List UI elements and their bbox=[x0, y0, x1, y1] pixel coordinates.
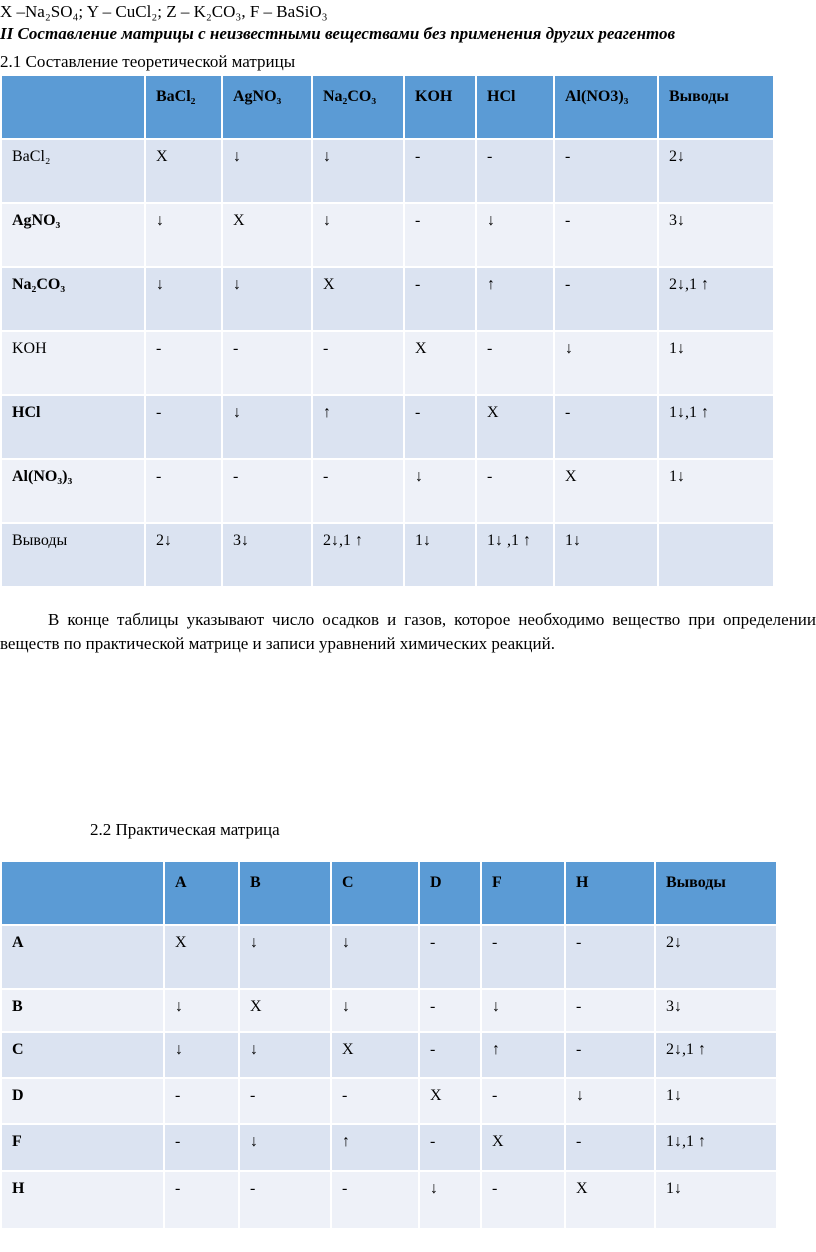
matrix-cell: ↑ bbox=[313, 396, 403, 458]
matrix-cell: ↓ bbox=[223, 396, 311, 458]
matrix-cell: - bbox=[405, 204, 475, 266]
matrix-cell: X bbox=[405, 332, 475, 394]
row-header-cell: H bbox=[2, 1172, 163, 1228]
matrix-cell: ↓ bbox=[420, 1172, 480, 1228]
column-header: Al(NO3)₃ bbox=[555, 76, 657, 138]
table-row bbox=[2, 396, 773, 458]
matrix-cell: X bbox=[332, 1033, 418, 1077]
row-header-cell: Выводы bbox=[2, 524, 144, 586]
matrix-cell: ↓ bbox=[240, 1033, 330, 1077]
matrix-cell: ↓ bbox=[223, 140, 311, 202]
matrix-cell: X bbox=[566, 1172, 654, 1228]
matrix-cell: - bbox=[420, 926, 480, 988]
matrix-cell: - bbox=[313, 460, 403, 522]
matrix-cell: ↑ bbox=[332, 1125, 418, 1169]
matrix-cell: 1↓,1 ↑ bbox=[656, 1125, 776, 1169]
column-header: KOH bbox=[405, 76, 475, 138]
matrix-cell: - bbox=[313, 332, 403, 394]
matrix-cell: - bbox=[477, 332, 553, 394]
row-header-cell: KOH bbox=[2, 332, 144, 394]
table-row bbox=[2, 524, 773, 586]
theoretical-matrix-header bbox=[2, 76, 773, 138]
matrix-cell: ↓ bbox=[477, 204, 553, 266]
matrix-cell: ↓ bbox=[223, 268, 311, 330]
matrix-cell: ↑ bbox=[482, 1033, 564, 1077]
matrix-cell: X bbox=[223, 204, 311, 266]
matrix-cell: 2↓,1 ↑ bbox=[659, 268, 773, 330]
subsection-title: 2.1 Составление теоретической матрицы bbox=[0, 52, 296, 71]
matrix-cell: ↓ bbox=[313, 204, 403, 266]
column-header bbox=[2, 76, 144, 138]
table-row bbox=[2, 990, 776, 1030]
matrix-cell: ↓ bbox=[566, 1079, 654, 1123]
matrix-cell: - bbox=[555, 204, 657, 266]
matrix-cell: - bbox=[555, 268, 657, 330]
table-row bbox=[2, 204, 773, 266]
row-header-cell: C bbox=[2, 1033, 163, 1077]
row-header-cell: Na₂CO₃ bbox=[2, 268, 144, 330]
matrix-cell: ↓ bbox=[240, 926, 330, 988]
row-header-cell: BaCl₂ bbox=[2, 140, 144, 202]
matrix-cell: ↓ bbox=[405, 460, 475, 522]
matrix-cell: ↓ bbox=[313, 140, 403, 202]
matrix-cell: ↓ bbox=[165, 1033, 238, 1077]
table-row bbox=[2, 1172, 776, 1228]
matrix-cell: 1↓ bbox=[659, 460, 773, 522]
matrix-cell: 1↓ bbox=[405, 524, 475, 586]
matrix-cell: - bbox=[165, 1079, 238, 1123]
matrix-cell: ↓ bbox=[165, 990, 238, 1030]
table-row bbox=[2, 1033, 776, 1077]
theoretical-matrix-body bbox=[2, 140, 773, 586]
row-header-cell: A bbox=[2, 926, 163, 988]
matrix-cell: X bbox=[420, 1079, 480, 1123]
matrix-cell: - bbox=[566, 990, 654, 1030]
matrix-cell: 2↓ bbox=[656, 926, 776, 988]
column-header: Выводы bbox=[656, 862, 776, 924]
matrix-cell: ↓ bbox=[332, 926, 418, 988]
matrix-cell: 1↓ bbox=[656, 1079, 776, 1123]
matrix-cell: X bbox=[482, 1125, 564, 1169]
matrix-cell: - bbox=[240, 1172, 330, 1228]
table-row bbox=[2, 332, 773, 394]
matrix-cell: - bbox=[146, 460, 221, 522]
matrix-cell: - bbox=[405, 396, 475, 458]
matrix-cell: - bbox=[165, 1125, 238, 1169]
matrix-cell: - bbox=[555, 396, 657, 458]
practical-matrix-header bbox=[2, 862, 776, 924]
matrix-cell: - bbox=[555, 140, 657, 202]
table-row bbox=[2, 926, 776, 988]
column-header: Выводы bbox=[659, 76, 773, 138]
explanation-paragraph: В конце таблицы указывают число осадков и газов, которое необходимо вещество при определении веществ по практической матрице и записи уравнений химических реакций. bbox=[0, 610, 816, 653]
column-header: C bbox=[332, 862, 418, 924]
matrix-cell: X bbox=[146, 140, 221, 202]
table-row bbox=[2, 1079, 776, 1123]
matrix-cell: ↓ bbox=[482, 990, 564, 1030]
column-header: F bbox=[482, 862, 564, 924]
matrix-cell: X bbox=[477, 396, 553, 458]
matrix-cell: 1↓ ,1 ↑ bbox=[477, 524, 553, 586]
matrix-cell: 1↓ bbox=[656, 1172, 776, 1228]
matrix-cell: 3↓ bbox=[659, 204, 773, 266]
matrix-cell: - bbox=[165, 1172, 238, 1228]
matrix-cell: X bbox=[240, 990, 330, 1030]
matrix-cell: 2↓,1 ↑ bbox=[656, 1033, 776, 1077]
matrix-cell: ↓ bbox=[146, 204, 221, 266]
matrix-cell: - bbox=[566, 1125, 654, 1169]
matrix-cell: 2↓,1 ↑ bbox=[313, 524, 403, 586]
matrix-cell: ↓ bbox=[332, 990, 418, 1030]
matrix-cell: - bbox=[146, 396, 221, 458]
matrix-cell: ↓ bbox=[146, 268, 221, 330]
column-header: BaCl₂ bbox=[146, 76, 221, 138]
theoretical-matrix-table bbox=[0, 74, 775, 588]
matrix-cell: - bbox=[332, 1079, 418, 1123]
matrix-cell: - bbox=[405, 140, 475, 202]
practical-matrix-caption: 2.2 Практическая матрица bbox=[90, 820, 280, 839]
reagent-legend-line: X –Na₂SO₄; Y – CuCl₂; Z – K₂CO₃, F – BaSiO₃ bbox=[0, 2, 328, 21]
matrix-cell: - bbox=[482, 1172, 564, 1228]
matrix-cell: - bbox=[240, 1079, 330, 1123]
column-header: HCl bbox=[477, 76, 553, 138]
matrix-cell: X bbox=[555, 460, 657, 522]
matrix-cell: 1↓,1 ↑ bbox=[659, 396, 773, 458]
column-header: B bbox=[240, 862, 330, 924]
matrix-cell: - bbox=[420, 1033, 480, 1077]
matrix-cell: - bbox=[146, 332, 221, 394]
matrix-cell: - bbox=[420, 990, 480, 1030]
matrix-cell: 3↓ bbox=[223, 524, 311, 586]
matrix-cell: - bbox=[477, 140, 553, 202]
column-header: D bbox=[420, 862, 480, 924]
matrix-cell: - bbox=[477, 460, 553, 522]
matrix-cell: 1↓ bbox=[659, 332, 773, 394]
column-header bbox=[2, 862, 163, 924]
matrix-cell: - bbox=[420, 1125, 480, 1169]
matrix-cell: ↑ bbox=[477, 268, 553, 330]
matrix-cell: - bbox=[223, 332, 311, 394]
row-header-cell: AgNO₃ bbox=[2, 204, 144, 266]
row-header-cell: HCl bbox=[2, 396, 144, 458]
row-header-cell: F bbox=[2, 1125, 163, 1169]
table-row bbox=[2, 460, 773, 522]
row-header-cell: Al(NO₃)₃ bbox=[2, 460, 144, 522]
row-header-cell: B bbox=[2, 990, 163, 1030]
row-header-cell: D bbox=[2, 1079, 163, 1123]
matrix-cell: - bbox=[566, 1033, 654, 1077]
matrix-cell: X bbox=[313, 268, 403, 330]
matrix-cell: - bbox=[332, 1172, 418, 1228]
matrix-cell: - bbox=[482, 926, 564, 988]
section-title: II Составление матрицы с неизвестными веществами без применения других реагентов bbox=[0, 24, 676, 43]
matrix-cell: - bbox=[223, 460, 311, 522]
practical-matrix-table bbox=[0, 860, 778, 1230]
matrix-cell: 2↓ bbox=[659, 140, 773, 202]
column-header: Na₂CO₃ bbox=[313, 76, 403, 138]
matrix-cell: ↓ bbox=[240, 1125, 330, 1169]
practical-matrix-body bbox=[2, 926, 776, 1228]
table-row bbox=[2, 268, 773, 330]
matrix-cell: 3↓ bbox=[656, 990, 776, 1030]
matrix-cell: - bbox=[482, 1079, 564, 1123]
matrix-cell: X bbox=[165, 926, 238, 988]
matrix-cell: - bbox=[566, 926, 654, 988]
column-header: A bbox=[165, 862, 238, 924]
column-header: AgNO₃ bbox=[223, 76, 311, 138]
matrix-cell: ↓ bbox=[555, 332, 657, 394]
table-row bbox=[2, 140, 773, 202]
matrix-cell: 1↓ bbox=[555, 524, 657, 586]
table-row bbox=[2, 1125, 776, 1169]
matrix-cell: - bbox=[405, 268, 475, 330]
matrix-cell bbox=[659, 524, 773, 586]
matrix-cell: 2↓ bbox=[146, 524, 221, 586]
column-header: H bbox=[566, 862, 654, 924]
